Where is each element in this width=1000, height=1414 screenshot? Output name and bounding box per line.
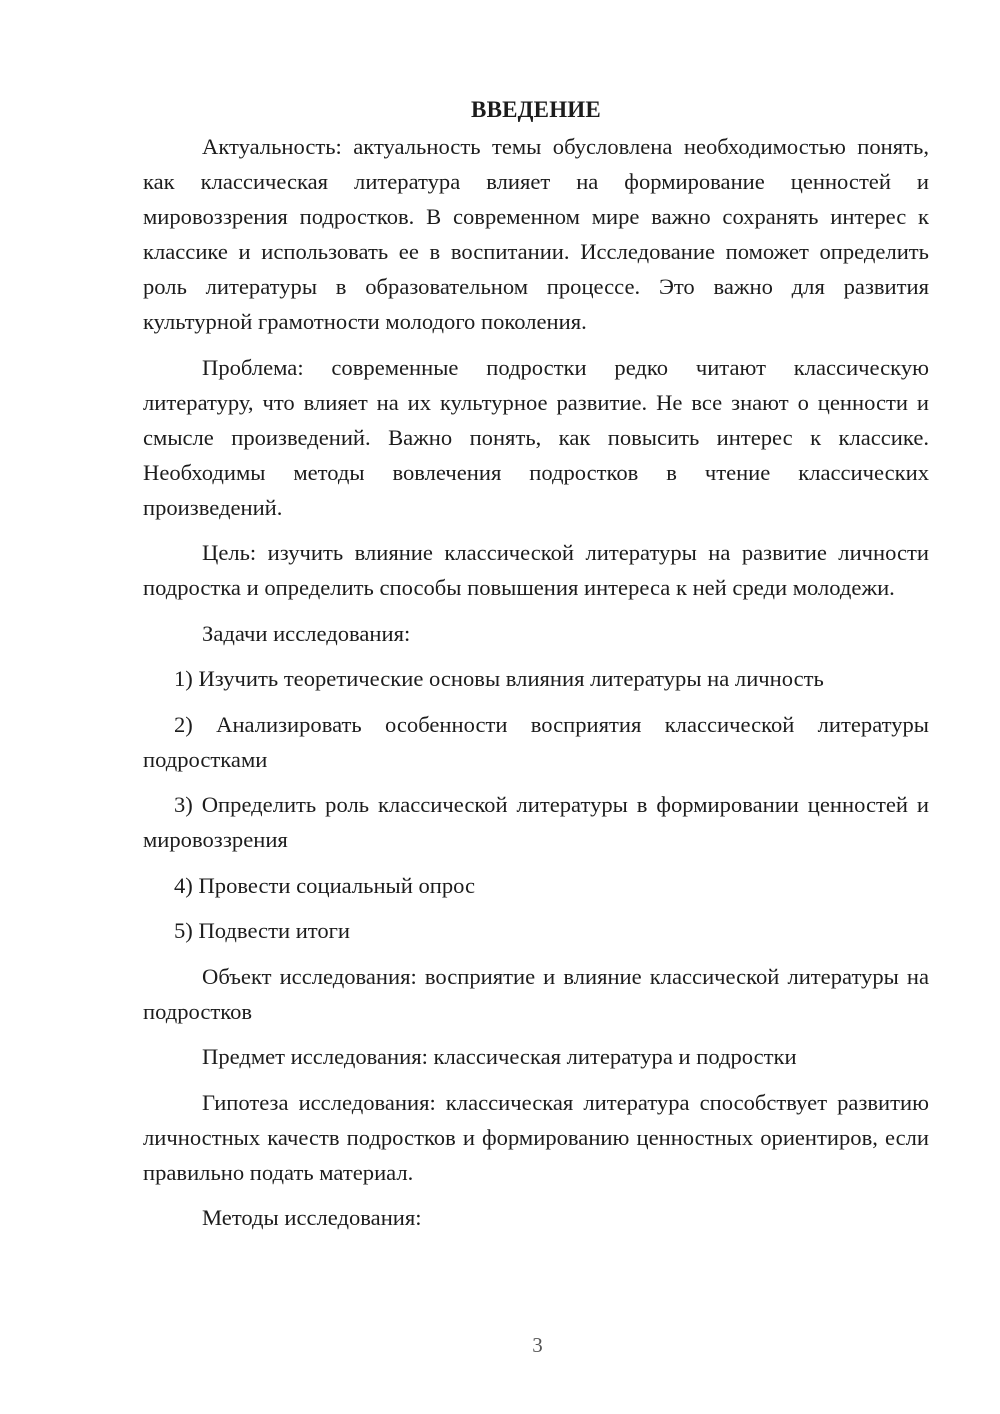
section-title: ВВЕДЕНИЕ	[471, 97, 601, 122]
tasks-heading: Задачи исследования:	[202, 620, 411, 646]
task-item-3: 3) Определить роль классической литературы в формировании ценностей и мировоззрения	[143, 792, 929, 852]
relevance-paragraph: Актуальность: актуальность темы обусловлена необходимостью понять, как классическая литература влияет на формирование ценностей и мировоззрения подростков. В современном мире важно сохранять интерес к классике и использовать ее в воспитании. Исследование поможет определить роль литературы в образовательном процессе. Это важно для развития культурной грамотности молодого поколения.	[143, 134, 929, 334]
document-page	[143, 92, 929, 1246]
goal-paragraph: Цель: изучить влияние классической литературы на развитие личности подростка и определить способы повышения интереса к ней среди молодежи.	[143, 540, 929, 600]
task-item-5: 5) Подвести итоги	[174, 918, 351, 943]
task-item-4: 4) Провести социальный опрос	[174, 872, 476, 898]
hypothesis-paragraph: Гипотеза исследования: классическая литература способствует развитию личностных качеств подростков и формированию ценностных ориентиров, если правильно подать материал.	[143, 1089, 929, 1185]
task-item-2: 2) Анализировать особенности восприятия классической литературы подростками	[143, 711, 929, 772]
methods-heading: Методы исследования:	[202, 1205, 422, 1230]
subject-paragraph: Предмет исследования: классическая литература и подростки	[202, 1044, 797, 1069]
task-item-1: 1) Изучить теоретические основы влияния литературы на личность	[174, 666, 824, 691]
object-paragraph: Объект исследования: восприятие и влияние классической литературы на подростков	[143, 963, 929, 1024]
page-number: 3	[532, 1333, 543, 1357]
problem-paragraph: Проблема: современные подростки редко читают классическую литературу, что влияет на их культурное развитие. Не все знают о ценности и смысле произведений. Важно понять, как повысить интерес к классике. Необходимы методы вовлечения подростков в чтение классических произведений.	[143, 354, 929, 520]
